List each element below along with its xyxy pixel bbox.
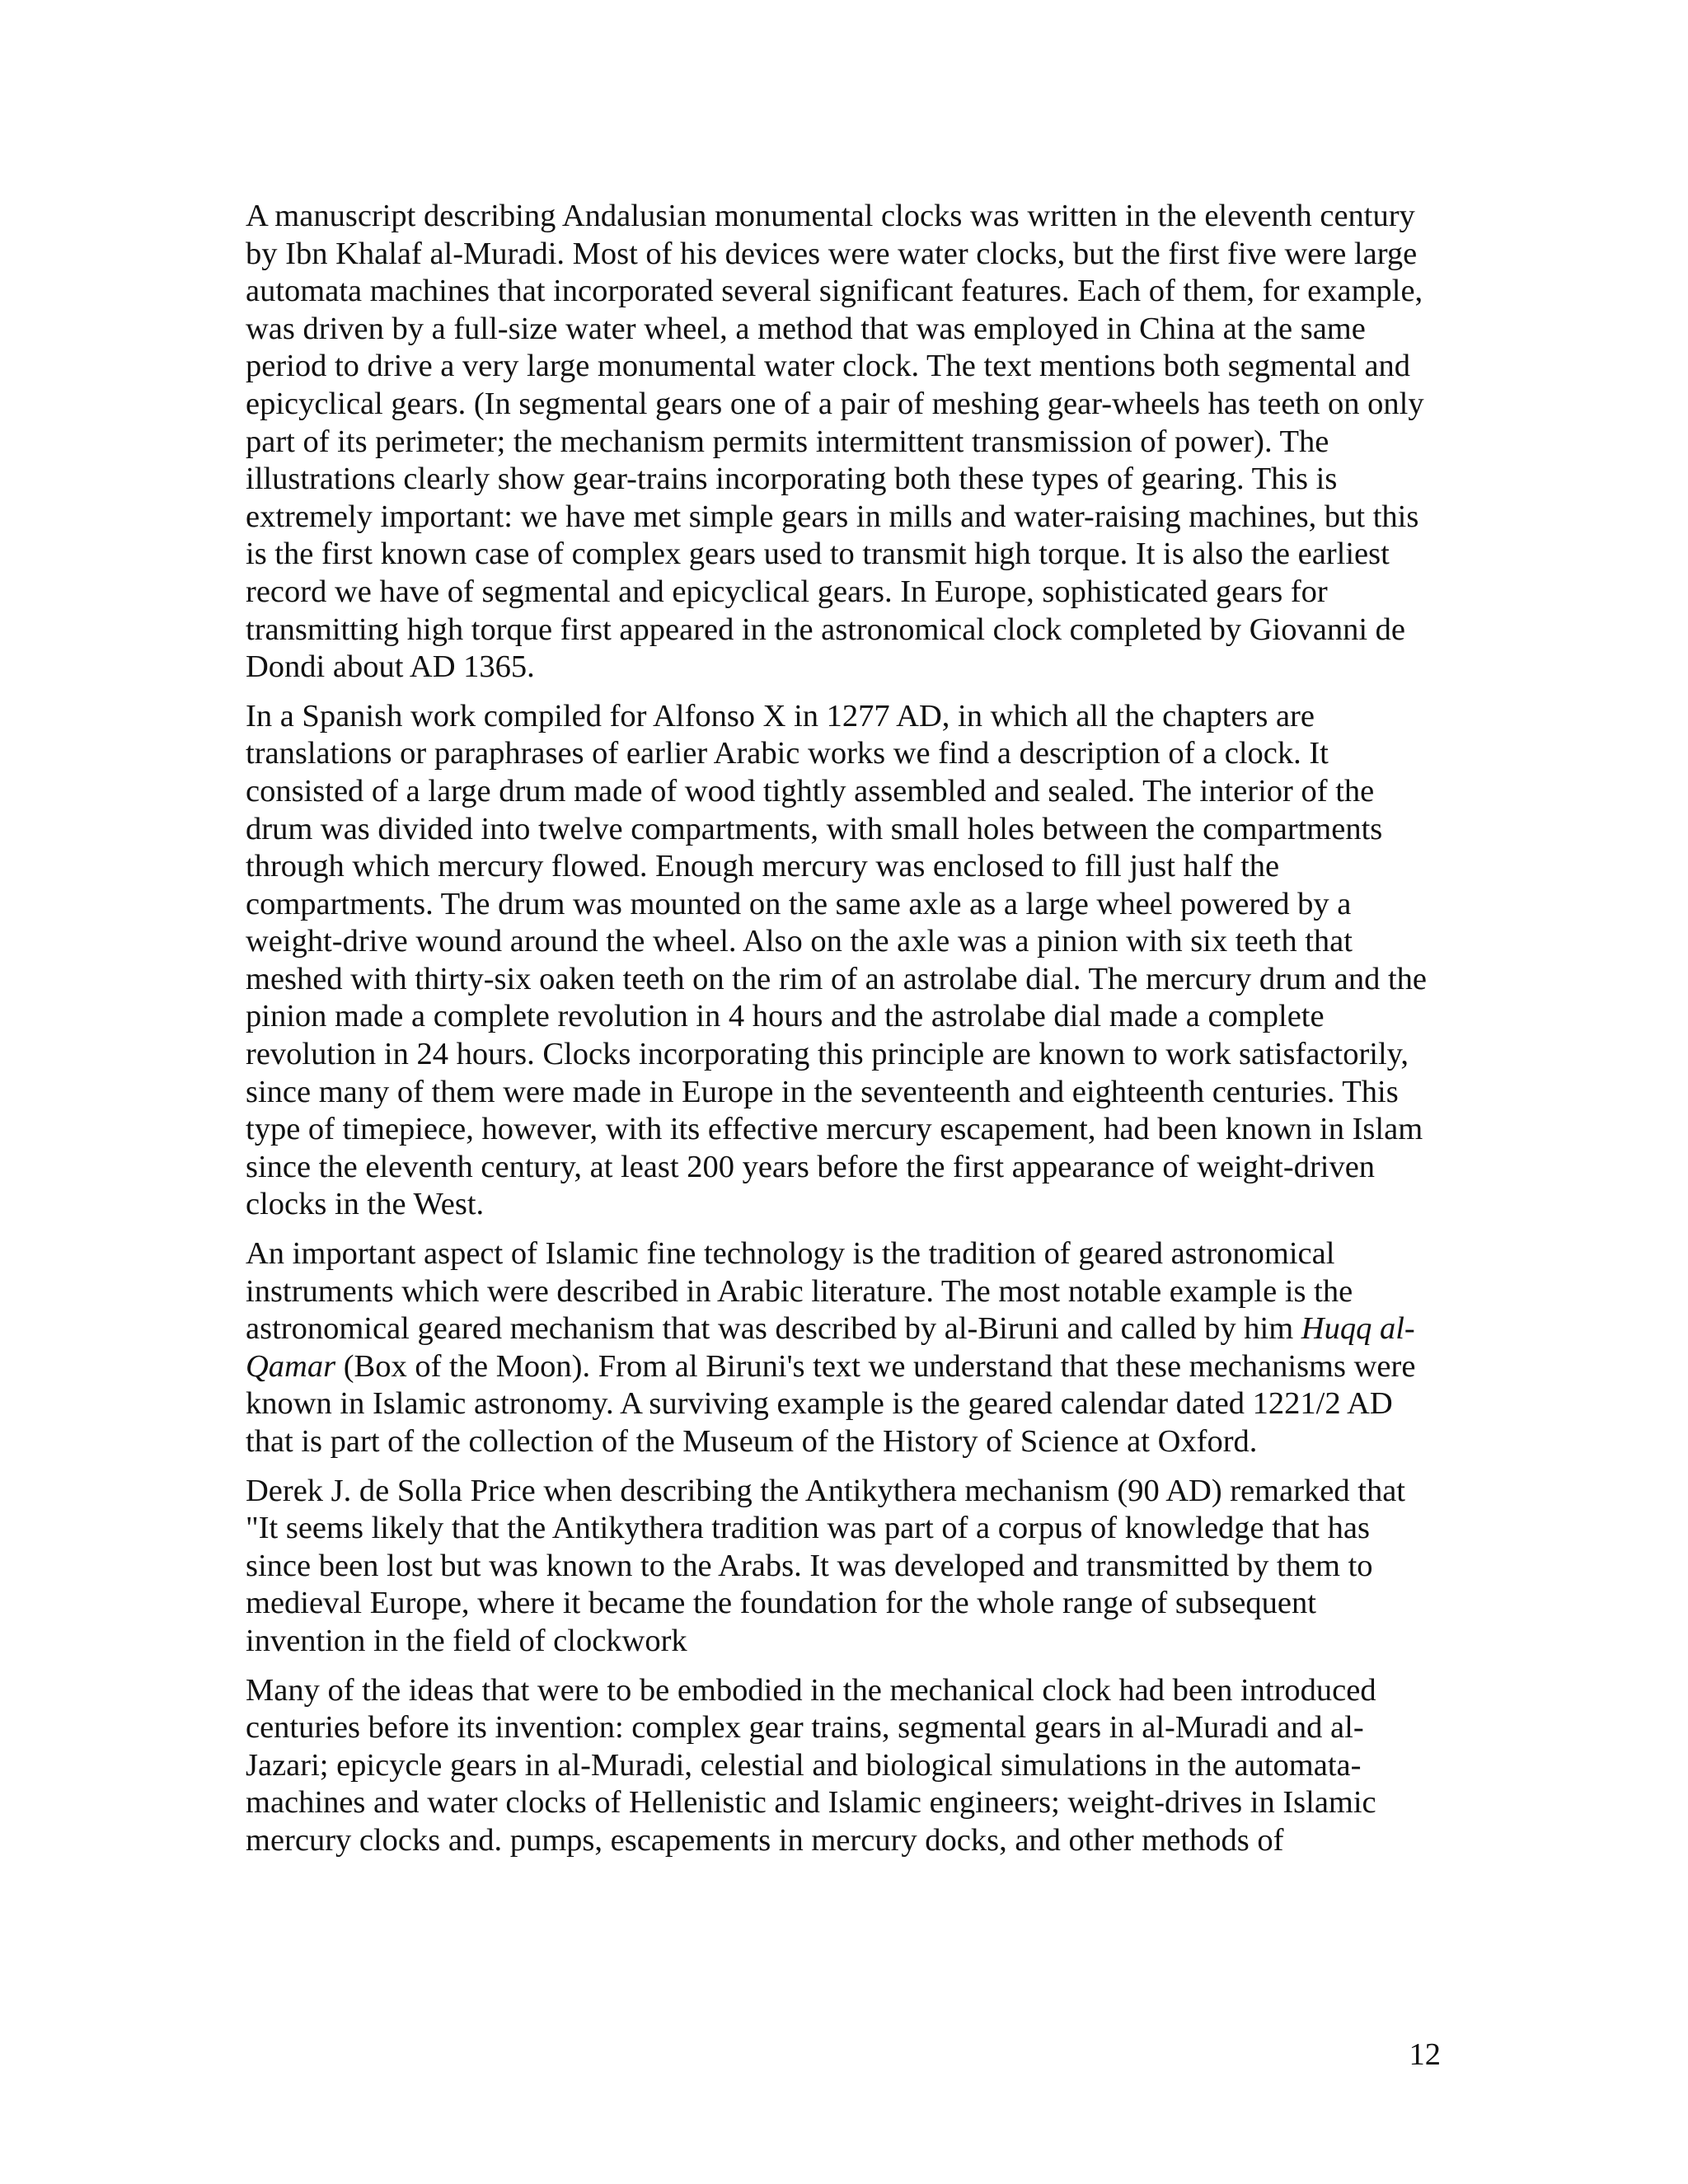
italic-term-huqq-al-qamar: Huqq al-Qamar [246, 1311, 1415, 1384]
paragraph-muradi-clocks: A manuscript describing Andalusian monumental clocks was written in the eleventh century by Ibn Khalaf al-Muradi. Most of his devices were water clocks, but the first five were large automata machines that incorporated several significant features. Each of them, for example, was driven by a full-size water wheel, a method that was employed in China at the same period to drive a very large monumental water clock. The text mentions both segmental and epicyclical gears. (In segmental gears one of a pair of meshing gear-wheels has teeth on only part of its perimeter; the mechanism permits intermittent transmission of power). The illustrations clearly show gear-trains incorporating both these types of gearing. This is extremely important: we have met simple gears in mills and water-raising machines, but this is the first known case of complex gears used to transmit high torque. It is also the earliest record we have of segmental and epicyclical gears. In Europe, sophisticated gears for transmitting high torque first appeared in the astronomical clock completed by Giovanni de Dondi about AD 1365. [246, 199, 1424, 685]
paragraph-text-after-italic: (Box of the Moon). From al Biruni's text we understand that these mechanisms were known in Islamic astronomy. A surviving example is the geared calendar dated 1221/2 AD that is part of the collection of the Museum of the History of Science at Oxford. [246, 1348, 1416, 1459]
paragraph-mechanical-clock-ideas: Many of the ideas that were to be embodied in the mechanical clock had been introduced centuries before its invention: complex gear trains, segmental gears in al-Muradi and al-Jazari; epicycle gears in al-Muradi, celestial and biological simulations in the automata-machines and water clocks of Hellenistic and Islamic engineers; weight-drives in Islamic mercury clocks and. pumps, escapements in mercury docks, and other methods of [246, 1672, 1376, 1858]
paragraph-text-before-italic: An important aspect of Islamic fine technology is the tradition of geared astronomical instruments which were described in Arabic literature. The most notable example is the astronomical geared mechanism that was described by al-Biruni and called by him [246, 1236, 1353, 1347]
paragraph-antikythera-quote: Derek J. de Solla Price when describing the Antikythera mechanism (90 AD) remarked that "It seems likely that the Antikythera tradition was part of a corpus of knowledge that has since been lost but was known to the Arabs. It was developed and transmitted by them to medieval Europe, where it became the foundation for the whole range of subsequent invention in the field of clockwork [246, 1473, 1405, 1658]
page-body [246, 198, 1432, 1872]
paragraph-geared-astronomical-instruments [246, 1235, 1432, 1461]
page-number: 12 [1409, 2037, 1441, 2072]
paragraph-alfonso-mercury-clock: In a Spanish work compiled for Alfonso X in 1277 AD, in which all the chapters are translations or paraphrases of earlier Arabic works we find a description of a clock. It consisted of a large drum made of wood tightly assembled and sealed. The interior of the drum was divided into twelve compartments, with small holes between the compartments through which mercury flowed. Enough mercury was enclosed to fill just half the compartments. The drum was mounted on the same axle as a large wheel powered by a weight-drive wound around the wheel. Also on the axle was a pinion with six teeth that meshed with thirty-six oaken teeth on the rim of an astrolabe dial. The mercury drum and the pinion made a complete revolution in 4 hours and the astrolabe dial made a complete revolution in 24 hours. Clocks incorporating this principle are known to work satisfactorily, since many of them were made in Europe in the seventeenth and eighteenth centuries. This type of timepiece, however, with its effective mercury escapement, had been known in Islam since the eleventh century, at least 200 years before the first appearance of weight-driven clocks in the West. [246, 698, 1427, 1222]
